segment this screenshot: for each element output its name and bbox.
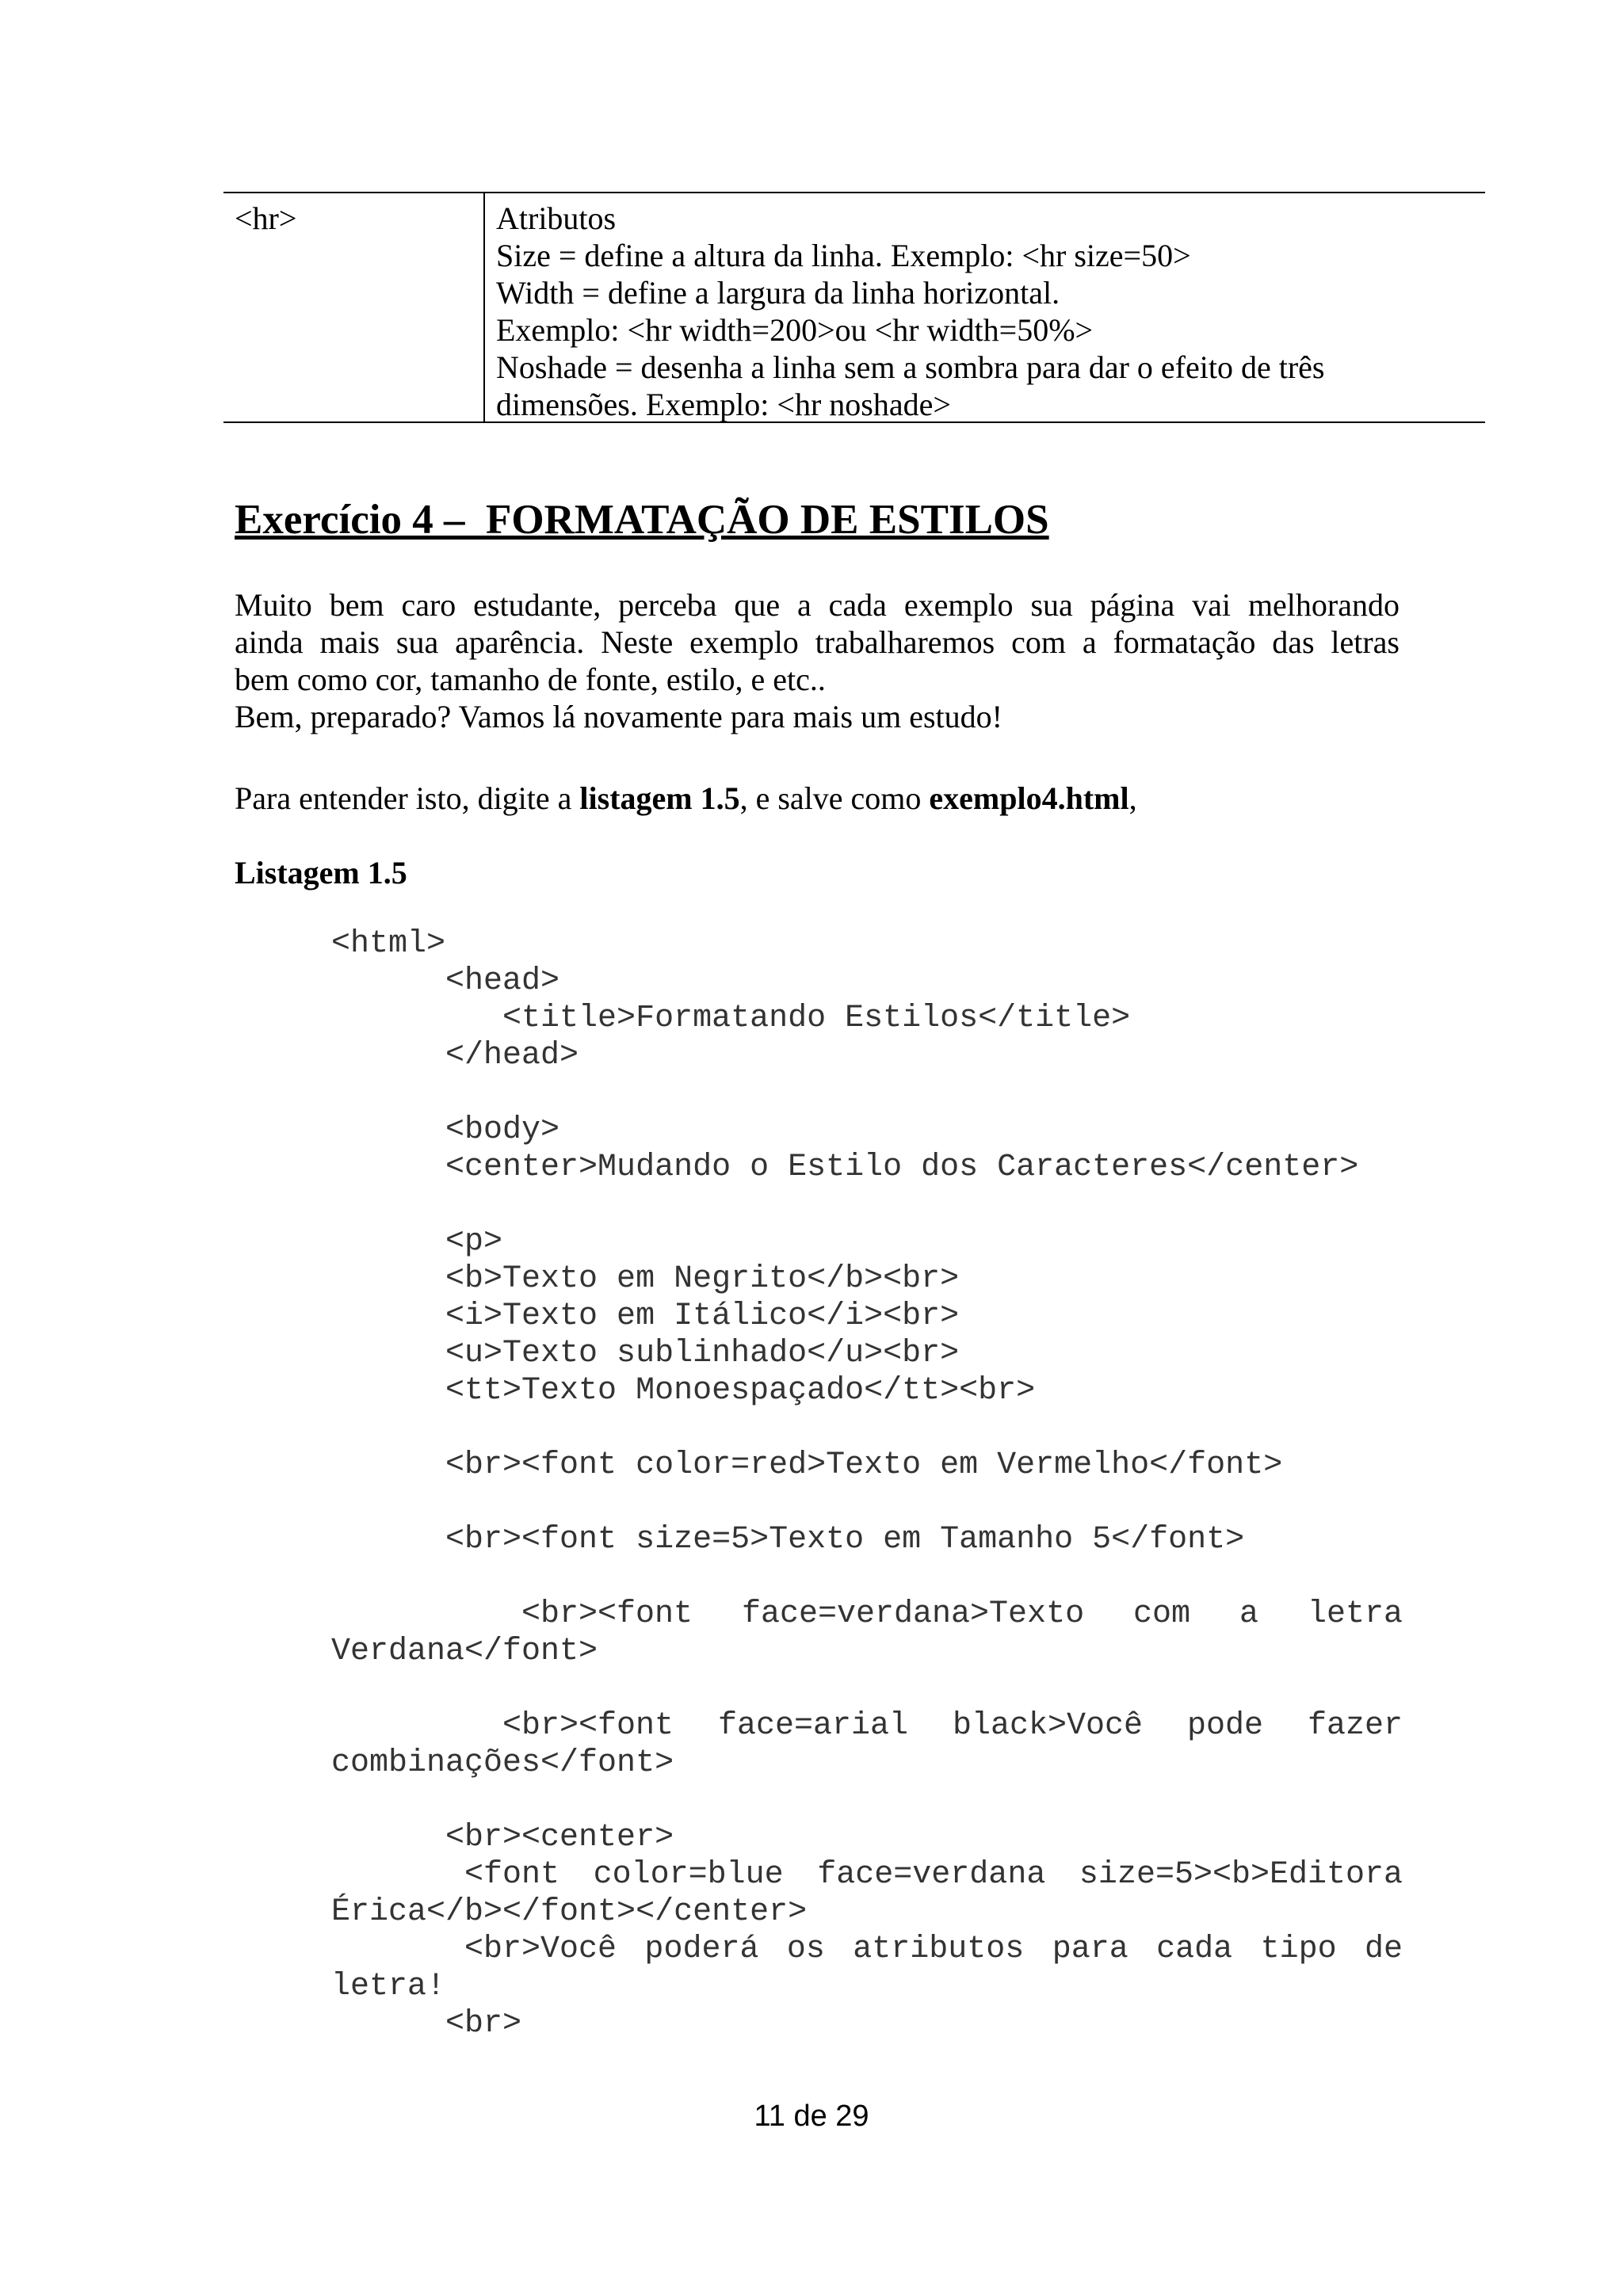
code-listing (331, 925, 1403, 2042)
table-description-cell (496, 200, 1325, 423)
instruction-listing-ref: listagem 1.5 (579, 780, 740, 816)
code-line: <body> (331, 1112, 560, 1148)
code-line (331, 1782, 1403, 1819)
code-line: <head> (331, 963, 560, 999)
code-line-text: <br>Você poderá os atributos para cada tipo de (464, 1932, 1403, 1967)
code-line (331, 1558, 1403, 1596)
table-column-divider (483, 193, 485, 421)
code-line: </head> (331, 1038, 579, 1074)
code-line: Verdana</font> (331, 1634, 598, 1669)
instruction-prefix: Para entender isto, digite a (235, 780, 580, 816)
code-line: <i>Texto em Itálico</i><br> (331, 1299, 960, 1334)
code-line (331, 1484, 1403, 1521)
instruction-filename: exemplo4.html (929, 780, 1129, 816)
table-line: Width = define a largura da linha horizontal. (496, 275, 1060, 311)
page-number: 11 de 29 (754, 2100, 869, 2133)
code-line (331, 1707, 1403, 1745)
code-line: <u>Texto sublinhado</u><br> (331, 1336, 960, 1371)
table-line: Exemplo: <hr width=200>ou <hr width=50%> (496, 312, 1094, 348)
code-line: <title>Formatando Estilos</title> (331, 1001, 1131, 1036)
code-line (331, 1074, 1403, 1112)
intro-line: ainda mais sua aparência. Neste exemplo trabalharemos com a formatação das letras (235, 624, 1400, 660)
code-line (331, 1186, 1403, 1223)
code-line: <center>Mudando o Estilo dos Caracteres</center> (331, 1150, 1359, 1185)
code-line (331, 1856, 1403, 1894)
code-line: combinações</font> (331, 1745, 674, 1781)
listing-label: Listagem 1.5 (235, 855, 407, 891)
intro-line: Bem, preparado? Vamos lá novamente para mais um estudo! (235, 699, 1002, 734)
code-line-text: <font color=blue face=verdana size=5><b>Editora (464, 1857, 1403, 1893)
table-line: Size = define a altura da linha. Exemplo: <hr size=50> (496, 238, 1191, 273)
code-line (331, 1931, 1403, 1968)
code-line (331, 1596, 1403, 1633)
code-line: letra! (331, 1969, 446, 2004)
table-line: dimensões. Exemplo: <hr noshade> (496, 387, 951, 422)
instruction-middle: , e salve como (739, 780, 930, 816)
table-tag-cell: <hr> (235, 200, 297, 236)
code-line: <b>Texto em Negrito</b><br> (331, 1261, 960, 1297)
code-line: <tt>Texto Monoespaçado</tt><br> (331, 1373, 1036, 1409)
table-line: Atributos (496, 200, 617, 236)
attribute-table (223, 192, 1485, 423)
intro-paragraph (235, 586, 1400, 735)
code-line: <html> (331, 926, 446, 962)
code-line: <p> (331, 1224, 503, 1260)
code-line (331, 1409, 1403, 1447)
code-line-text: <br><font face=arial black>Você pode fazer (502, 1708, 1403, 1744)
code-line (331, 1670, 1403, 1707)
intro-line: bem como cor, tamanho de fonte, estilo, e etc.. (235, 662, 826, 697)
code-line: <br><font size=5>Texto em Tamanho 5</font> (331, 1522, 1245, 1558)
code-line: Érica</b></font></center> (331, 1894, 808, 1930)
instruction-suffix: , (1128, 780, 1137, 816)
code-line: <br> (331, 2006, 522, 2042)
instruction-text (235, 780, 1137, 817)
table-line: Noshade = desenha a linha sem a sombra para dar o efeito de três (496, 349, 1325, 385)
intro-line: Muito bem caro estudante, perceba que a cada exemplo sua página vai melhorando (235, 587, 1400, 623)
code-line: <br><font color=red>Texto em Vermelho</font> (331, 1447, 1283, 1483)
section-heading: Exercício 4 – FORMATAÇÃO DE ESTILOS (235, 497, 1049, 543)
code-line-text: <br><font face=verdana>Texto com a letra (521, 1596, 1403, 1632)
code-line: <br><center> (331, 1820, 674, 1855)
